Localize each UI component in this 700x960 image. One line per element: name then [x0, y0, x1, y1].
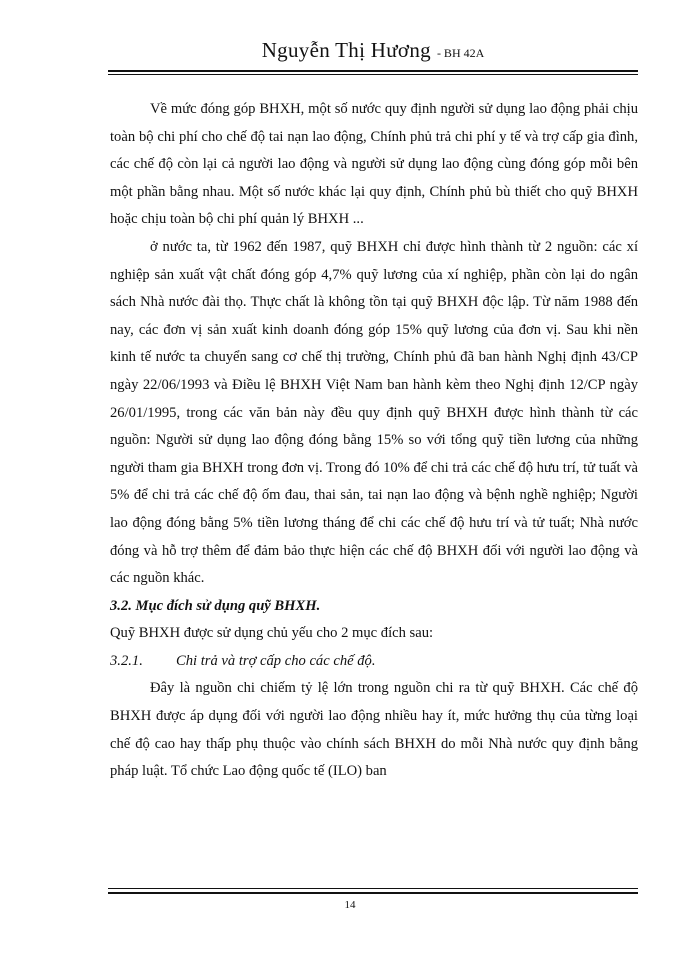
- document-body: [110, 96, 638, 786]
- subsection-title: Chi trả và trợ cấp cho các chế độ.: [176, 652, 376, 669]
- header-class-code: - BH 42A: [436, 46, 485, 60]
- paragraph-vietnam-fund-sources: ở nước ta, từ 1962 đến 1987, quỹ BHXH chỉ được hình thành từ 2 nguồn: các xí nghiệp sản xuất vật chất đóng góp 4,7% quỹ lương của xí nghiệp, phần còn lại do ngân sách Nhà nước đài thọ. Thực chất là không tồn tại quỹ BHXH độc lập. Từ năm 1988 đến nay, các đơn vị sản xuất kinh doanh đóng góp 15% quỹ lương của đơn vị. Sau khi nền kinh tế nước ta chuyển sang cơ chế thị trường, Chính phủ đã ban hành Nghị định 43/CP ngày 22/06/1993 và Điều lệ BHXH Việt Nam ban hành kèm theo Nghị định 12/CP ngày 26/01/1995, trong các văn bản này đều quy định quỹ BHXH được hình thành từ các nguồn: Người sử dụng lao động đóng bằng 15% so với tổng quỹ tiền lương của những người tham gia BHXH trong đơn vị. Trong đó 10% để chi trả các chế độ hưu trí, tử tuất và 5% để chi trả các chế độ ốm đau, thai sản, tai nạn lao động và bệnh nghề nghiệp; Người lao động đóng bằng 5% tiền lương tháng để chi các chế độ hưu trí và tử tuất; Nhà nước đóng và hỗ trợ thêm để đảm bảo thực hiện các chế độ BHXH đối với người lao động và các nguồn khác.: [110, 238, 638, 587]
- header-author: Nguyễn Thị Hương: [261, 38, 431, 62]
- footer-rule-thin: [108, 888, 638, 889]
- footer-rule-thick: [108, 892, 638, 894]
- header-rule-thin: [108, 74, 638, 75]
- page-number: 14: [344, 899, 356, 911]
- paragraph-contribution-levels: Về mức đóng góp BHXH, một số nước quy định người sử dụng lao động phải chịu toàn bộ chi phí cho chế độ tai nạn lao động, Chính phủ trả chi phí y tế và trợ cấp gia đình, các chế độ còn lại cả người lao động và người sử dụng lao động cùng đóng góp mỗi bên một phần bằng nhau. Một số nước khác lại quy định, Chính phủ bù thiết cho quỹ BHXH hoặc chịu toàn bộ chi phí quản lý BHXH ...: [110, 101, 638, 228]
- paragraph-fund-purposes: Quỹ BHXH được sử dụng chủ yếu cho 2 mục đích sau:: [110, 625, 434, 642]
- subsection-heading-3-2-1: [110, 648, 638, 676]
- page-header: [108, 38, 638, 68]
- section-heading-3-2: 3.2. Mục đích sử dụng quỹ BHXH.: [110, 597, 321, 614]
- header-rule-thick: [108, 70, 638, 72]
- subsection-number: 3.2.1.: [110, 652, 143, 669]
- paragraph-benefit-payments: Đây là nguồn chi chiếm tỷ lệ lớn trong nguồn chi ra từ quỹ BHXH. Các chế độ BHXH được áp dụng đối với người lao động nhiều hay ít, mức hưởng thụ của từng loại chế độ cao hay thấp phụ thuộc vào chính sách BHXH do mỗi Nhà nước quy định bằng pháp luật. Tổ chức Lao động quốc tế (ILO) ban: [110, 680, 638, 780]
